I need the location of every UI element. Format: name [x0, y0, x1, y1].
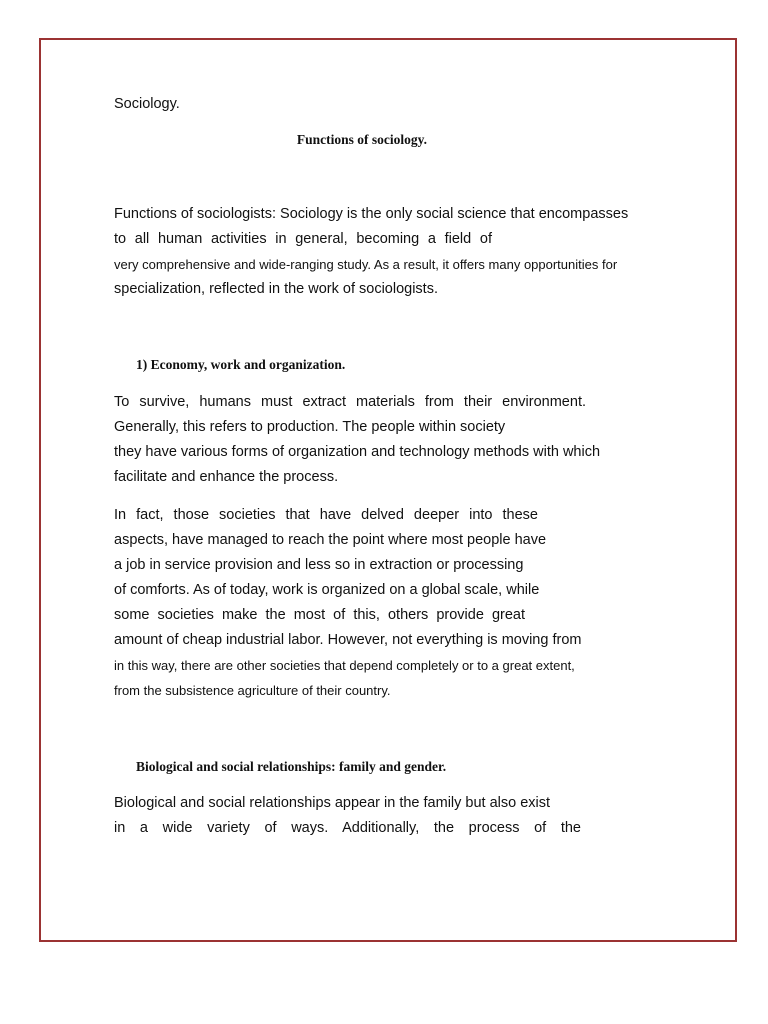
- intro-line: very comprehensive and wide-ranging study. As a result, it offers many opportunities for: [114, 257, 618, 272]
- section1-p2-line: amount of cheap industrial labor. However, not everything is moving from: [114, 632, 582, 648]
- intro-line: specialization, reflected in the work of sociologists.: [114, 281, 438, 297]
- section1-p1-line: they have various forms of organization and technology methods with which: [114, 444, 601, 460]
- section1-p2-line: a job in service provision and less so in extraction or processing: [114, 557, 524, 573]
- section1-p2-line: In fact, those societies that have delved deeper into these: [114, 507, 538, 523]
- section1-p1-line: facilitate and enhance the process.: [114, 469, 339, 485]
- section1-p1-line: Generally, this refers to production. The people within society: [114, 419, 506, 435]
- section1-heading: 1) Economy, work and organization.: [136, 357, 346, 372]
- intro-paragraph: [114, 202, 654, 302]
- section1-p2-line: in this way, there are other societies that depend completely or to a great extent,: [114, 658, 575, 673]
- section1-p2-line: of comforts. As of today, work is organized on a global scale, while: [114, 582, 540, 598]
- section1-p2-line: some societies make the most of this, others provide great: [114, 607, 525, 623]
- intro-line: to all human activities in general, becoming a field of: [114, 231, 492, 247]
- section1-p1-line: To survive, humans must extract materials from their environment.: [114, 394, 586, 410]
- section1-paragraph2: [114, 503, 654, 703]
- section2-p1-line: Biological and social relationships appear in the family but also exist: [114, 795, 551, 811]
- section2-paragraph1: [114, 791, 654, 841]
- document-title: Functions of sociology.: [296, 132, 428, 147]
- section2-heading: Biological and social relationships: family and gender.: [136, 759, 447, 774]
- section1-p2-line: from the subsistence agriculture of their country.: [114, 683, 391, 698]
- section1-p2-line: aspects, have managed to reach the point where most people have: [114, 532, 547, 548]
- document-label: Sociology.: [114, 96, 180, 112]
- section2-p1-line: in a wide variety of ways. Additionally, the process of the: [114, 820, 581, 836]
- section1-paragraph1: [114, 390, 654, 490]
- intro-line: Functions of sociologists: Sociology is the only social science that encompasses: [114, 206, 629, 222]
